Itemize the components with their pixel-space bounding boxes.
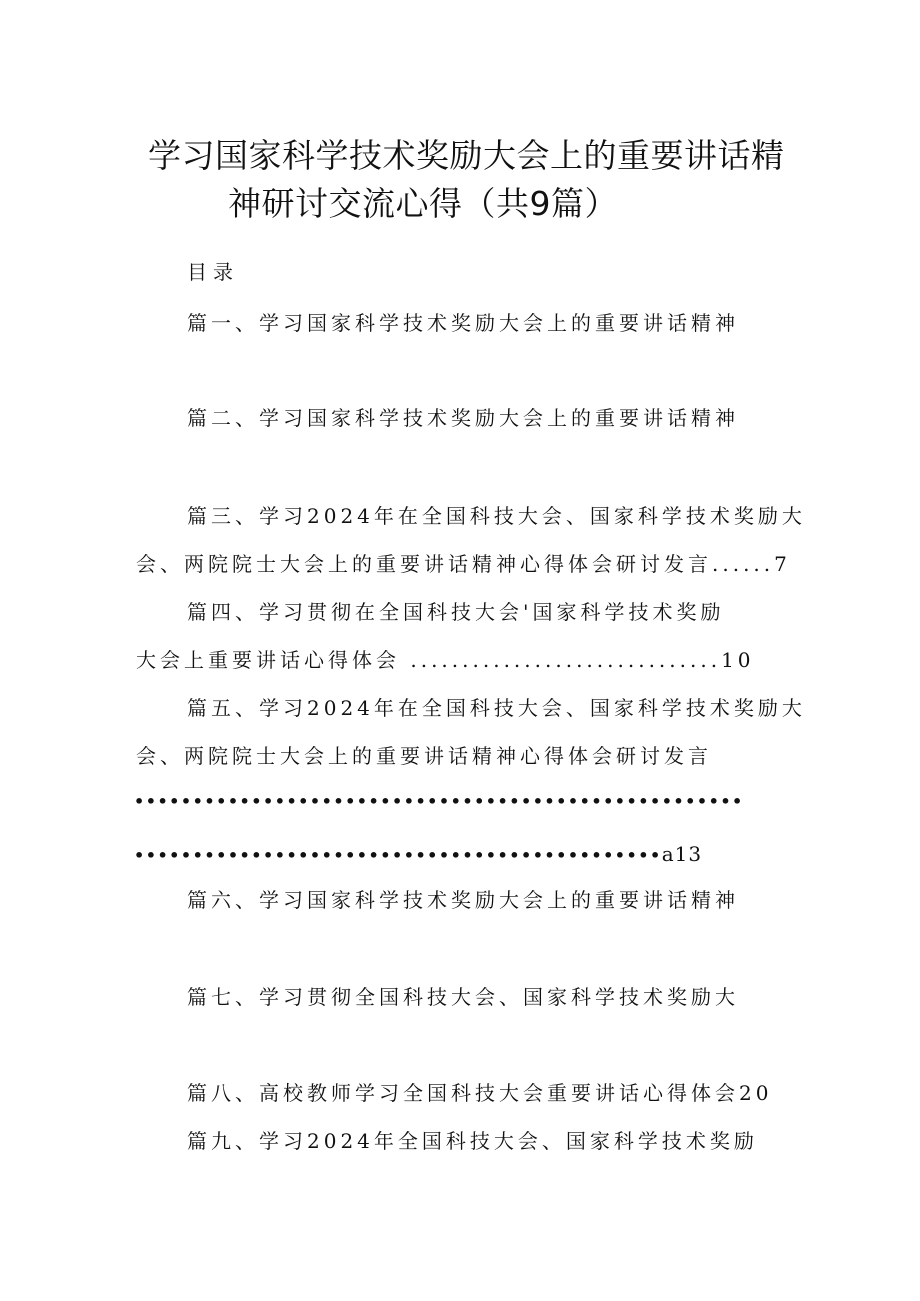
toc-entry-5-leader-row-2	[134, 841, 702, 867]
document-title-line-2: 神研讨交流心得（共9篇）	[228, 184, 618, 223]
toc-entry-4-line-1[interactable]: 篇四、学习贯彻在全国科技大会'国家科学技术奖励	[187, 600, 725, 624]
toc-entry-3-line-2[interactable]: 会、两院院士大会上的重要讲话精神心得体会研讨发言......7	[136, 552, 791, 576]
toc-entry-9[interactable]: 篇九、学习2024年全国科技大会、国家科学技术奖励	[187, 1129, 758, 1153]
toc-entry-1[interactable]: 篇一、学习国家科学技术奖励大会上的重要讲话精神	[187, 311, 739, 335]
toc-entry-7[interactable]: 篇七、学习贯彻全国科技大会、国家科学技术奖励大	[187, 985, 739, 1009]
toc-heading: 目录	[187, 260, 239, 284]
toc-entry-8[interactable]: 篇八、高校教师学习全国科技大会重要讲话心得体会20	[187, 1081, 773, 1105]
toc-entry-4-line-2[interactable]: 大会上重要讲话心得体会 ..............................10	[136, 648, 755, 672]
document-title-line-1: 学习国家科学技术奖励大会上的重要讲话精	[148, 136, 785, 175]
toc-entry-5-leader-dots-2: •••••••••••••••••••••••••••••••••••••••••••••	[134, 846, 662, 865]
toc-entry-3-line-1[interactable]: 篇三、学习2024年在全国科技大会、国家科学技术奖励大	[187, 504, 806, 528]
toc-entry-5-line-2[interactable]: 会、两院院士大会上的重要讲话精神心得体会研讨发言	[136, 744, 712, 768]
toc-entry-5-page-number: a13	[661, 842, 703, 866]
toc-entry-6[interactable]: 篇六、学习国家科学技术奖励大会上的重要讲话精神	[187, 888, 739, 912]
toc-entry-2[interactable]: 篇二、学习国家科学技术奖励大会上的重要讲话精神	[187, 406, 739, 430]
toc-entry-5-line-1[interactable]: 篇五、学习2024年在全国科技大会、国家科学技术奖励大	[187, 696, 806, 720]
toc-entry-5-leader-dots-1: ••••••••••••••••••••••••••••••••••••••••••••••••••••	[134, 792, 744, 811]
